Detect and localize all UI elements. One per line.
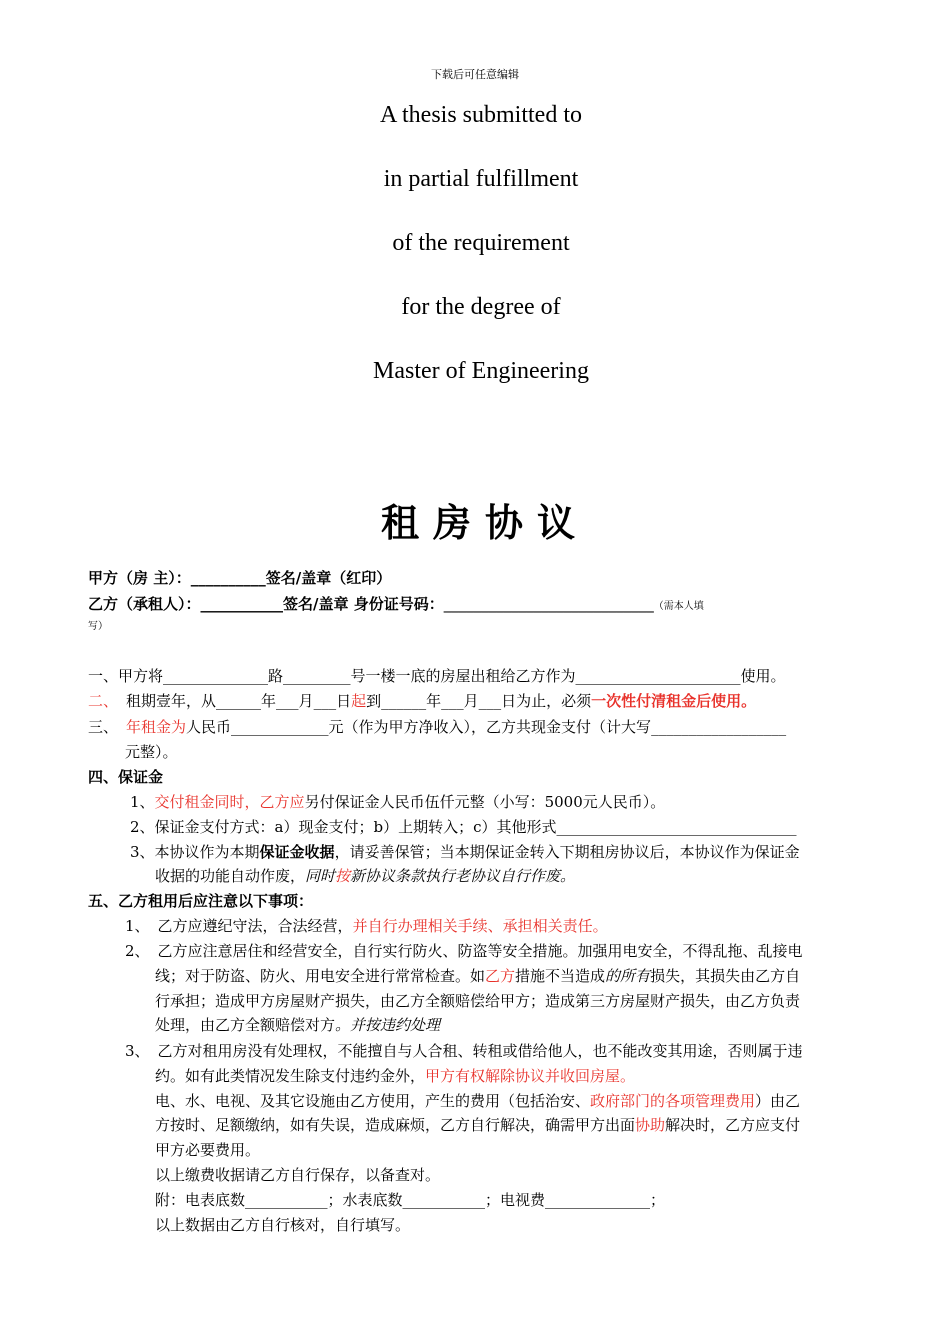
- clause-5-item-2-l2c: 措施不当造成: [515, 967, 606, 985]
- clause-5-item-2-l2b: 乙方: [485, 967, 516, 985]
- clause-2-blank-5: ___: [441, 692, 464, 710]
- clause-2-blank-3: ___: [313, 692, 337, 710]
- clause-5-item-3-num: 3、: [125, 1042, 150, 1060]
- thesis-line-4: for the degree of: [401, 294, 561, 320]
- clause-3-b: 人民币: [186, 718, 232, 736]
- meter-c: ；水表底数: [327, 1191, 403, 1209]
- clause-1-a: 一、甲方将: [88, 667, 164, 685]
- clause-5-item-2-line-4: [155, 1015, 440, 1035]
- clause-5-item-2-l4a: 处理，由乙方全额赔偿对方: [155, 1016, 336, 1034]
- clause-1-blank-1: ______________: [163, 667, 269, 685]
- party-a-blank: __________: [190, 569, 266, 587]
- utilities-l2a: 方按时、足额缴纳，如有失误，造成麻烦，乙方自行解决，确需甲方出面: [155, 1116, 636, 1134]
- utilities-l1c: ）由乙: [755, 1092, 801, 1110]
- clause-2-blank-4: ______: [381, 692, 427, 710]
- thesis-line-5: Master of Engineering: [373, 358, 589, 384]
- clause-5-heading: 五、乙方租用后应注意以下事项：: [88, 892, 314, 910]
- clause-5-item-2-l2a: 线；对于防盗、防火、用电安全进行常常检查。如: [155, 967, 486, 985]
- verify-note: 以上数据由乙方自行核对，自行填写。: [155, 1216, 411, 1234]
- receipt-note: 以上缴费收据请乙方自行保存，以备查对。: [155, 1166, 441, 1184]
- clause-2-blank-2: ___: [276, 692, 299, 710]
- clause-5-item-3-line-1: [125, 1041, 803, 1061]
- party-b-note-2: 写）: [88, 621, 108, 632]
- clause-5-item-2-l2d: 的所有: [605, 967, 651, 985]
- meter-blank-2: ___________: [402, 1191, 486, 1209]
- clause-3-blank-1: _____________: [231, 718, 329, 736]
- clause-4-item-2-blank: ________________________________: [556, 818, 797, 836]
- meter-blank-1: ___________: [245, 1191, 328, 1209]
- meter-d: ；电视费: [485, 1191, 546, 1209]
- clause-2-g: 到: [366, 692, 382, 710]
- party-a-sign: 签名/盖章（红印）: [265, 569, 392, 587]
- clause-4-item-3-f: 按: [335, 867, 351, 885]
- utilities-l2c: 解决时，乙方应支付: [665, 1116, 801, 1134]
- thesis-line-3: of the requirement: [392, 230, 570, 256]
- clause-1-c: 路: [268, 667, 284, 685]
- clause-5-item-3-l1: 乙方对租用房没有处理权，不能擅自与人合租、转租或借给他人，也不能改变其用途，否则属于违: [157, 1042, 803, 1060]
- party-a-label: 甲方（房 主）：: [88, 569, 191, 587]
- clause-5-item-2-l2e: 损失，其损失由乙方自: [650, 967, 801, 985]
- clause-3-a: 年租金为: [126, 718, 187, 736]
- clause-2-e: 日: [336, 692, 352, 710]
- clause-1-e: 使用。: [740, 667, 786, 685]
- clause-2-num: 二、: [88, 692, 119, 710]
- document-title: 租房协议: [380, 501, 589, 545]
- meter-line: [155, 1190, 665, 1210]
- clause-2-h: 年: [426, 692, 442, 710]
- clause-4-item-1-b: 另付保证金人民币伍仟元整（小写：5000元人民币）。: [304, 793, 666, 811]
- clause-4-item-3-g: 新协议条款执行老协议自行作废。: [350, 867, 576, 885]
- party-b-line: [88, 594, 704, 617]
- clause-2-f: 起: [351, 692, 367, 710]
- party-b-blank: ___________: [200, 595, 284, 613]
- clause-5-item-2-line-3: 行承担；造成甲方房屋财产损失，由乙方全额赔偿给甲方；造成第三方房屋财产损失，由乙方负责: [155, 992, 801, 1010]
- meter-a: 附：电表底数: [155, 1191, 246, 1209]
- meter-blank-3: ______________: [545, 1191, 651, 1209]
- clause-2-blank-1: ______: [216, 692, 262, 710]
- utilities-line-2: [155, 1115, 800, 1135]
- clause-5-item-1-a: 乙方应遵纪守法，合法经营，: [157, 917, 353, 935]
- clause-2-d: 月: [298, 692, 314, 710]
- clause-2: [88, 691, 756, 711]
- clause-5-item-2-l4b: 。并按违约处理: [335, 1016, 441, 1034]
- clause-4-item-2: [130, 817, 797, 837]
- clause-4-item-3-c: ，请妥善保管；当本期保证金转入下期租房协议后，本协议作为保证金: [334, 843, 800, 861]
- clause-2-a: 租期壹年，从: [126, 692, 217, 710]
- clause-5-item-1-b: 并自行办理相关手续、承担相关责任。: [352, 917, 608, 935]
- clause-2-k: 一次性付清租金后使用。: [591, 692, 757, 710]
- clause-5-item-1: [125, 916, 608, 936]
- clause-1-blank-3: ______________________: [575, 667, 741, 685]
- clause-4-item-3-cont: [155, 866, 575, 886]
- party-b-note-1: （需本人填: [653, 601, 704, 612]
- utilities-l1b: 政府部门的各项管理费用: [590, 1092, 756, 1110]
- clause-2-blank-6: ___: [478, 692, 502, 710]
- clause-4-item-3: [130, 842, 800, 862]
- clause-3-num: 三、: [88, 718, 119, 736]
- clause-2-j: 日为止，必须: [501, 692, 592, 710]
- clause-4-heading: 四、保证金: [88, 768, 164, 786]
- clause-5-item-2-num: 2、: [125, 942, 150, 960]
- party-b-label: 乙方（承租人）：: [88, 595, 201, 613]
- clause-1-blank-2: _________: [283, 667, 351, 685]
- clause-4-item-3-d: 收据的功能自动作废，: [155, 867, 306, 885]
- thesis-line-2: in partial fulfillment: [383, 166, 579, 192]
- header-note: 下载后可任意编辑: [431, 68, 519, 81]
- clause-5-item-2-l1: 乙方应注意居住和经营安全，自行实行防火、防盗等安全措施。加强用电安全，不得乱拖、乱接电: [157, 942, 803, 960]
- utilities-line-3: 甲方必要费用。: [155, 1141, 261, 1159]
- clause-2-i: 月: [463, 692, 479, 710]
- clause-4-item-1-a: 交付租金同时，乙方应: [154, 793, 305, 811]
- clause-4-item-3-a: 3、本协议作为本期: [130, 843, 260, 861]
- clause-3-cont: 元整）。: [125, 743, 178, 761]
- clause-5-item-3-l2a: 约。如有此类情况发生除支付违约金外，: [155, 1067, 426, 1085]
- clause-4-item-1: [130, 792, 665, 812]
- utilities-line-1: [155, 1091, 800, 1111]
- party-a-line: [88, 568, 391, 588]
- clause-3-blank-2: __________________: [651, 718, 787, 736]
- party-b-sign: 签名/盖章 身份证号码：: [283, 595, 444, 613]
- party-b-id-blank: ____________________________: [443, 595, 654, 613]
- utilities-l1a: 电、水、电视、及其它设施由乙方使用，产生的费用（包括治安、: [155, 1092, 591, 1110]
- clause-5-item-1-num: 1、: [125, 917, 150, 935]
- meter-e: ；: [650, 1191, 666, 1209]
- clause-2-c: 年: [261, 692, 277, 710]
- clause-5-item-2-line-1: [125, 941, 803, 961]
- utilities-l2b: 协助: [635, 1116, 666, 1134]
- clause-4-item-1-num: 1、: [130, 793, 155, 811]
- clause-4-item-2-a: 2、保证金支付方式：a）现金支付；b）上期转入；c）其他形式: [130, 818, 557, 836]
- clause-5-item-2-line-2: [155, 966, 800, 986]
- clause-5-item-3-l2b: 甲方有权解除协议并收回房屋。: [425, 1067, 636, 1085]
- clause-5-item-3-line-2: [155, 1066, 635, 1086]
- clause-1-d: 号一楼一底的房屋出租给乙方作为: [350, 667, 576, 685]
- thesis-line-1: A thesis submitted to: [379, 102, 582, 128]
- clause-4-item-3-e: 同时: [305, 867, 336, 885]
- clause-4-item-3-b: 保证金收据: [259, 843, 335, 861]
- clause-3-c: 元（作为甲方净收入），乙方共现金支付（计大写: [328, 718, 652, 736]
- clause-1: [88, 666, 786, 686]
- clause-3: [88, 717, 786, 737]
